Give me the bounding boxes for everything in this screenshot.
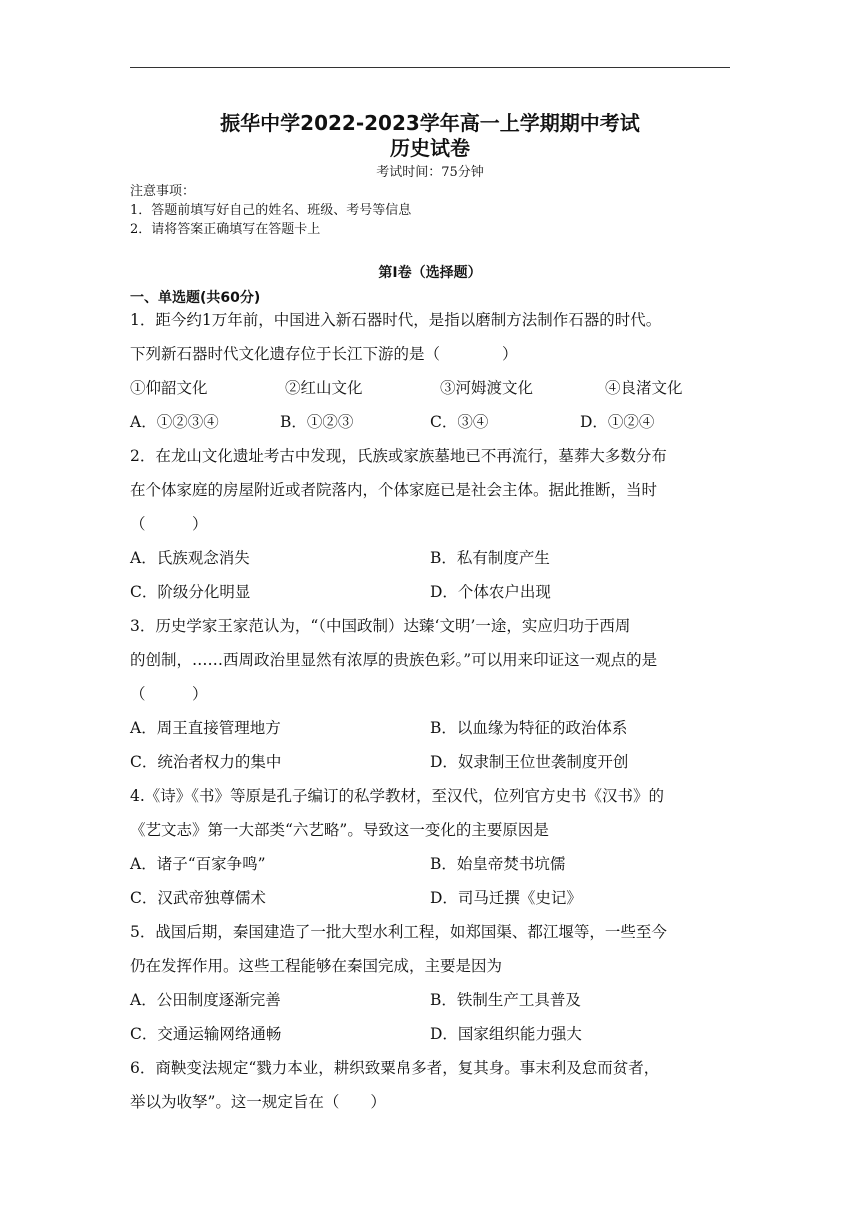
q2-option-a: A．氏族观念消失: [130, 549, 250, 567]
question-4-text: 《艺文志》第一大部类“六艺略”。导致这一变化的主要原因是: [130, 821, 549, 839]
q1-option-c: C．③④: [430, 413, 489, 431]
q2-option-c: C．阶级分化明显: [130, 583, 251, 601]
notes: [130, 182, 411, 239]
question-type-heading: 一、单选题(共60分): [130, 290, 261, 306]
q3-option-d: D．奴隶制王位世袭制度开创: [430, 753, 629, 771]
question-3-text: 的创制，……西周政治里显然有浓厚的贵族色彩。”可以用来印证这一观点的是: [130, 651, 658, 669]
questions: [130, 303, 730, 1119]
q4-option-b: B．始皇帝焚书坑儒: [430, 855, 566, 873]
q3-option-c: C．统治者权力的集中: [130, 753, 282, 771]
question-3-text: （ ）: [130, 685, 208, 703]
question-4-options: [130, 847, 730, 881]
section-title: 第I卷（选择题）: [378, 265, 482, 281]
q3-option-b: B．以血缘为特征的政治体系: [430, 719, 628, 737]
q4-option-c: C．汉武帝独尊儒术: [130, 889, 266, 907]
q1-item: ④良渚文化: [605, 379, 683, 397]
q5-option-c: C．交通运输网络通畅: [130, 1025, 282, 1043]
question-1-options: [130, 405, 730, 439]
q1-item: ①仰韶文化: [130, 379, 208, 397]
question-4-text: 4.《诗》《书》等原是孔子编订的私学教材，至汉代，位列官方史书《汉书》的: [130, 787, 665, 805]
question-1-text: 下列新石器时代文化遗存位于长江下游的是（ ）: [130, 345, 518, 363]
question-3-options: [130, 745, 730, 779]
q5-option-d: D．国家组织能力强大: [430, 1025, 582, 1043]
q5-option-b: B．铁制生产工具普及: [430, 991, 581, 1009]
question-5-text: 5．战国后期，秦国建造了一批大型水利工程，如郑国渠、都江堰等，一些至今: [130, 923, 667, 941]
q1-item: ②红山文化: [285, 379, 363, 397]
q1-option-a: A．①②③④: [130, 413, 219, 431]
notes-heading: 注意事项：: [130, 184, 196, 199]
question-5-text: 仍在发挥作用。这些工程能够在秦国完成，主要是因为: [130, 957, 503, 975]
q1-item: ③河姆渡文化: [440, 379, 534, 397]
q3-option-a: A．周王直接管理地方: [130, 719, 281, 737]
exam-title: 振华中学2022-2023学年高一上学期期中考试: [220, 111, 640, 135]
q4-option-d: D．司马迁撰《史记》: [430, 889, 582, 907]
note-item: 2．请将答案正确填写在答题卡上: [130, 222, 321, 237]
question-2-text: 在个体家庭的房屋附近或者院落内，个体家庭已是社会主体。据此推断，当时: [130, 481, 658, 499]
q2-option-d: D．个体农户出现: [430, 583, 551, 601]
question-2-text: （ ）: [130, 515, 208, 533]
question-1-items: [130, 371, 730, 405]
note-item: 1．答题前填写好自己的姓名、班级、考号等信息: [130, 203, 412, 218]
question-4-options: [130, 881, 730, 915]
question-1-text: 1．距今约1万年前，中国进入新石器时代，是指以磨制方法制作石器的时代。: [130, 311, 662, 329]
question-3-options: [130, 711, 730, 745]
exam-subtitle: 历史试卷: [390, 136, 470, 160]
q1-option-b: B．①②③: [280, 413, 354, 431]
question-6-text: 举以为收孥”。这一规定旨在（ ）: [130, 1093, 386, 1111]
question-5-options: [130, 983, 730, 1017]
question-6-text: 6．商鞅变法规定“戮力本业，耕织致粟帛多者，复其身。事末利及怠而贫者，: [130, 1059, 660, 1077]
header-rule: [130, 67, 730, 68]
question-3-text: 3．历史学家王家范认为，“（中国政制）达臻‘文明’一途，实应归功于西周: [130, 617, 631, 635]
question-2-text: 2．在龙山文化遗址考古中发现，氏族或家族墓地已不再流行，墓葬大多数分布: [130, 447, 667, 465]
q1-option-d: D．①②④: [580, 413, 655, 431]
q5-option-a: A．公田制度逐渐完善: [130, 991, 281, 1009]
question-5-options: [130, 1017, 730, 1051]
exam-time: 考试时间：75分钟: [376, 165, 484, 180]
q4-option-a: A．诸子“百家争鸣”: [130, 855, 266, 873]
question-2-options: [130, 541, 730, 575]
q2-option-b: B．私有制度产生: [430, 549, 550, 567]
question-2-options: [130, 575, 730, 609]
